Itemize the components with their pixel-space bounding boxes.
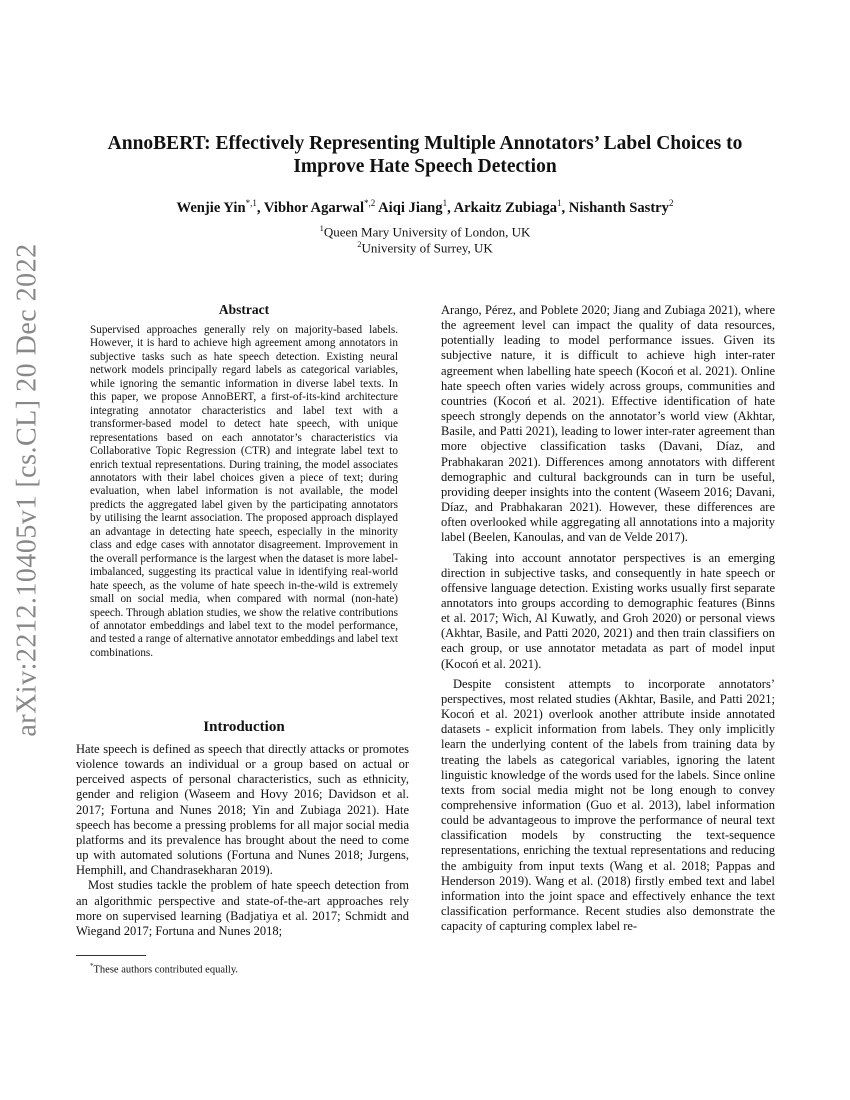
paper-title: AnnoBERT: Effectively Representing Multiple Annotators’ Label Choices to Improve Hate Speech Detection — [107, 133, 743, 177]
body-paragraph: Hate speech is defined as speech that directly attacks or promotes violence towards an individual or a group based on actual or perceived aspects of personal characteristics, such as ethnicity, gender and religion (Waseem and Hovy 2016; Davidson et al. 2017; Fortuna and Nunes 2018; Yin and Zubiaga 2021). Hate speech has become a pressing problems for all major social media platforms and its prevalence has brought about the need to come up with automated solutions (Fortuna and Nunes 2018; Jurgens, Hemphill, and Chandrasekharan 2019). — [76, 742, 409, 878]
introduction-right-column — [441, 303, 775, 934]
body-paragraph: Despite consistent attempts to incorporate annotators’ perspectives, most related studies (Akhtar, Basile, and Patti 2021; Kocoń et al. 2021) overlook another attribute inside annotated datasets - explicit information from labels. They only implicitly learn the underlying content of the labels from training data by treating the labels as categorical variables, ignoring the latent linguistic knowledge of the words used for the labels. Since online texts from social media might not be long enough to convey comprehensive information (Guo et al. 2013), label information could be advantageous to improve the performance of neural text classification models by constructing the text-sequence representations, enriching the textual representations and reducing the ambiguity from input texts (Wang et al. 2018; Pappas and Henderson 2019). Wang et al. (2018) firstly embed text and label information into the joint space and effectively enhance the text classification performance. Recent studies also demonstrate the capacity of capturing complex label re- — [441, 676, 775, 934]
affiliation — [200, 223, 650, 240]
author-list: Wenjie Yin$^{*,1}$, Vibhor Agarwal$^{*,2}$ Aiqi Jiang$^1$, Arkaitz Zubiaga$^1$, Nishanth Sastry$^2$ — [176, 198, 674, 216]
affiliation-name: University of Surrey, UK — [361, 240, 493, 256]
author-name: Vibhor Agarwal — [263, 199, 365, 216]
introduction-heading: Introduction — [203, 719, 285, 735]
abstract-text: Supervised approaches generally rely on majority-based labels. However, it is hard to achieve high agreement among annotators in subjective tasks such as hate speech detection. Existing neural network models principally regard labels as categorical variables, while ignoring the semantic information in diverse label texts. In this paper, we propose AnnoBERT, a first-of-its-kind architecture integrating annotator characteristics and label text with a transformer-based model to detect hate speech, with unique representations based on each annotator’s characteristics via Collaborative Topic Regression (CTR) and integrate label text to enrich textual representations. During training, the model associates annotators with their label choices given a piece of text; during evaluation, when label information is not available, the model predicts the aggregated label given by the participating annotators by utilising the learnt association. The proposed approach displayed an advantage in detecting hate speech, especially in the minority class and edge cases with annotator disagreement. Improvement in the overall performance is the largest when the dataset is more label-imbalanced, suggesting its practical value in identifying real-world hate speech, as the volume of hate speech in-the-wild is extremely small on social media, when compared with normal (non-hate) speech. Through ablation studies, we show the relative contributions of annotator embeddings and label text to the model performance, and tested a range of alternative annotator embeddings and label text combinations. — [90, 324, 398, 659]
arxiv-identifier-text: arXiv:2212.10405v1 [cs.CL] 20 Dec 2022 — [12, 242, 44, 737]
introduction-left-column — [76, 742, 409, 939]
affiliation-mark: 1 — [319, 223, 324, 233]
arxiv-identifier — [4, 242, 52, 737]
author-name: Nishanth Sastry — [568, 199, 669, 216]
affiliation — [200, 239, 650, 256]
body-paragraph: Arango, Pérez, and Poblete 2020; Jiang and Zubiaga 2021), where the agreement level can impact the quality of data resources, potentially leading to model performance issues. Given its subjective nature, it is difficult to achieve high inter-rater agreement when labelling hate speech (Kocoń et al. 2021). Online hate speech often varies widely across groups, communities and countries (Kocoń et al. 2021). Effective identification of hate speech strongly depends on the annotator’s world view (Akhtar, Basile, and Patti 2021), leading to lower inter-rater agreement than more objective classification tasks (Davani, Díaz, and Prabhakaran 2021). Differences among annotators with different demographic and cultural backgrounds can in turn be useful, providing deeper insights into the content (Waseem 2016; Davani, Díaz, and Prabhakaran 2021). However, these differences are often overlooked while aggregating all annotations into a majority label (Beelen, Kanoulas, and van de Velde 2017). — [441, 303, 776, 545]
author-name: Wenjie Yin — [176, 199, 246, 216]
author-mark: 1 — [557, 198, 562, 208]
body-paragraph: Taking into account annotator perspectives is an emerging direction in subjective tasks, and consequently in hate speech or offensive language detection. Existing works usually first separate annotators into groups according to demographic features (Binns et al. 2017; Wich, Al Kuwatly, and Groh 2020) or personal views (Akhtar, Basile, and Patti 2020, 2021) and then train classifiers on each group, or use annotator metadata as part of model input (Kocoń et al. 2021). — [441, 550, 775, 671]
footnote-text: These authors contributed equally. — [93, 964, 239, 976]
abstract-body — [90, 324, 398, 660]
author-mark: 1 — [442, 198, 448, 208]
footnote — [90, 962, 238, 976]
body-paragraph: Most studies tackle the problem of hate speech detection from an algorithmic perspective and state-of-the-art approaches rely more on supervised learning (Badjatiya et al. 2017; Schmidt and Wiegand 2017; Fortuna and Nunes 2018; — [76, 878, 409, 938]
footnote-rule — [76, 955, 146, 956]
footnote-mark: * — [90, 962, 94, 970]
author-mark: *,1 — [245, 198, 257, 208]
author-name: Arkaitz Zubiaga — [453, 199, 557, 216]
author-name: Aiqi Jiang — [378, 199, 443, 216]
author-mark: *,2 — [364, 198, 376, 208]
author-mark: 2 — [668, 198, 674, 208]
affiliation-name: Queen Mary University of London, UK — [323, 224, 531, 240]
abstract-heading: Abstract — [218, 302, 270, 317]
affiliation-mark: 2 — [357, 239, 362, 249]
